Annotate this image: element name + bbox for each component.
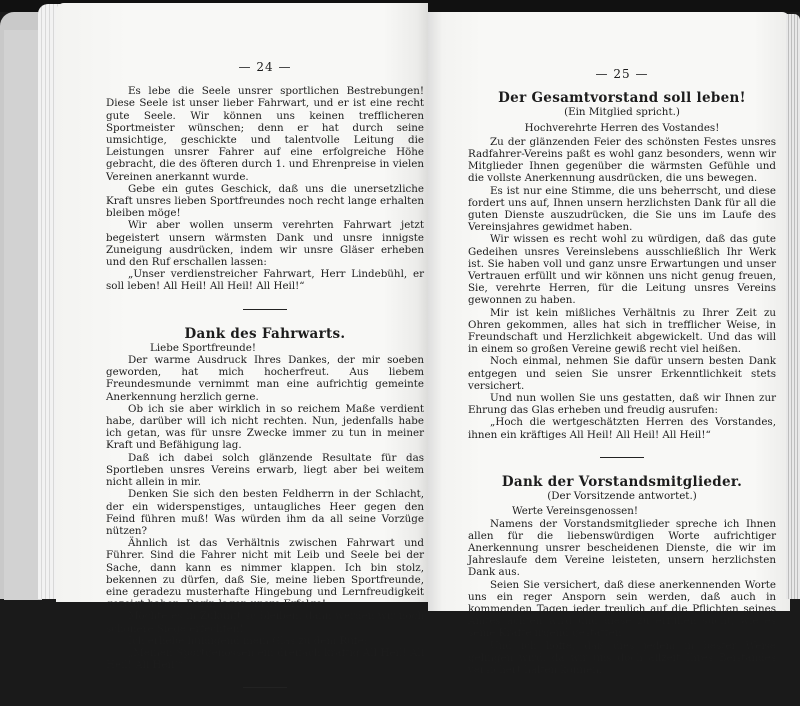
section-subtitle: (Der Vorsitzende antwortet.) [547,490,697,503]
paragraph: Namens der Vorstandsmitglieder spreche ich Ihnen allen für die liebenswürdigen Worte aufrichtiger Anerkennung unsrer bescheidenen Dienste, die wir im Jahreslaufe dem Vereine leisteten, unsern herzlichsten Dank aus. [468,517,776,579]
salutation: Liebe Sportfreunde! [150,341,257,354]
paragraph: Ob ich sie aber wirklich in so reichem Maße verdient habe, darüber will ich nicht rechten. Nun, jedenfalls habe ich getan, was für unsre Zwecke immer zu tun in meiner Kraft und Befähigung lag. [106,402,424,452]
paragraph: Ich erhebe huldigend mein Glas zu dem Rufe: [128,634,368,647]
toast-quote: „Hoch die wertgeschätzten Herren des Vorstandes, ihnen ein kräftiges All Heil! All Heil! All Heil!“ [468,416,776,441]
paragraph: Wir wissen es recht wohl zu würdigen, daß das gute Gedeihen unsres Vereinslebens ausschließlich Ihr Werk ist. Sie haben voll und ganz unsre Erwartungen und unser Vertrauen erfüllt und wir können uns nicht genug freuen, Sie, verehrte Herren, für die Leitung unsres Vereins gewonnen zu haben. [468,233,776,307]
page-number: — 24 — [238,60,292,74]
paragraph: Und ich hoffe, daß dies jedem in bester Weise gelingen wird, da wir uns doch allzeit Ihres Beistandes versichert halten können. [468,639,776,676]
section-divider [243,309,287,310]
section-divider [243,687,287,688]
section-title: Dank der Vorstandsmitglieder. [501,473,743,490]
paragraph: Der warme Ausdruck Ihres Dankes, der mir soeben geworden, hat mich hocherfreut. Aus liebem Freundesmunde vernimmt man eine aufrichtig gemeinte Anerkennung herzlich gerne. [106,354,424,403]
salutation: Werte Vereinsgenossen! [512,505,639,518]
paragraph: Noch einmal, nehmen Sie dafür unsern besten Dank entgegen und seien Sie unsrer Erkenntlichkeit stets versichert. [468,355,776,392]
section-divider [600,457,644,458]
paragraph: Zu der glänzenden Feier des schönsten Festes unsres Radfahrer-Vereins paßt es wohl ganz besonders, wenn wir Mitglieder Ihnen gegenüber die wärmsten Gefühle und die vollste Anerkennung ausdrücken, die uns bewegen. [468,135,776,185]
section-title: Dank des Fahrwarts. [184,325,346,342]
book-cover-inner [4,30,42,600]
paragraph: Denken Sie sich den besten Feldherrn in der Schlacht, der ein widerspenstiges, untaugliches Heer gegen den Feind führen muß! Was würden ihm da all seine Vorzüge nützen? [106,488,424,537]
right-page-content [468,68,776,676]
page-number: — 25 — [595,67,649,81]
paragraph: Wir aber wollen unserm verehrten Fahrwart jetzt begeistert unsern wärmsten Dank und unsre innigste Zuneigung ausdrücken, indem wir unsre Gläser erheben und den Ruf erschallen lassen: [106,219,424,269]
left-page-content [106,61,424,706]
left-page [56,3,428,672]
paragraph: Möchte es in Zukunft so bleiben, dann werden wir noch schönere Siege erfechten! [106,610,424,635]
paragraph: Es lebe die Seele unsrer sportlichen Bestrebungen! Diese Seele ist unser lieber Fahrwart, und er ist eine recht gute Seele. Wir können uns keinen trefflicheren Sportmeister wünschen; denn er hat durch seine umsichtige, geschickte und talentvolle Leitung die Leistungen unsrer Fahrer auf eine erfolgreiche Höhe gebracht, die des öfteren durch 1. und Ehrenpreise in vielen Vereinen anerkannt wurde. [106,85,424,183]
section-title: Der Gesamtvorstand soll leben! [498,90,746,107]
paragraph: Gebe ein gutes Geschick, daß uns die unersetzliche Kraft unsres lieben Sportfreundes noch recht lange erhalten bleiben möge! [106,182,424,220]
toast-quote: „Meinen Sportgenossen ein dreifach kräftig All Heil! All Heil! All Heil!“ [106,646,424,672]
paragraph: Ähnlich ist das Verhältnis zwischen Fahrwart und Führer. Sind die Fahrer nicht mit Leib und Seele bei der Sache, dann kann es nimmer klappen. Ich bin stolz, bekennen zu dürfen, daß Sie, meine lieben Sportfreunde, eine geradezu musterhafte Hingebung und Lernfreudigkeit gezeigt haben. Darin lagen unsre Erfolge! [106,537,424,611]
page-stack-edges-right [786,14,800,599]
toast-quote: „Unser verdienstreicher Fahrwart, Herr Lindebühl, er soll leben! All Heil! All Heil! All Heil!“ [106,268,424,293]
paragraph: Seien Sie versichert, daß diese anerkennenden Worte uns ein reger Ansporn sein werden, daß auch in kommenden Tagen jeder treulich auf die Pflichten seines Amtes achten wird und diese zu erfüllen sucht, wie es seine Kräfte irgend gestatten. [468,578,776,640]
section-subtitle: (Ein Mitglied spricht.) [564,106,680,119]
salutation: Hochverehrte Herren des Vostandes! [524,121,720,134]
right-page [428,12,790,676]
paragraph: Mir ist kein mißliches Verhältnis zu Ihrer Zeit zu Ohren gekommen, alles hat sich in trefflicher Weise, in Freundschaft und Herzlichkeit abgewickelt. Und das will in einem so großen Vereine gewiß recht viel heißen. [468,306,776,356]
paragraph: Daß ich dabei solch glänzende Resultate für das Sportleben unsres Vereins erwarb, liegt aber bei weitem nicht allein in mir. [106,451,424,489]
paragraph: Es ist nur eine Stimme, die uns beherrscht, und diese fordert uns auf, Ihnen unsern herzlichsten Dank für all die guten Dienste auszudrücken, die Sie uns im Laufe des Vereinsjahres gewidmet haben. [468,184,776,234]
paragraph: Und nun wollen Sie uns gestatten, daß wir Ihnen zur Ehrung das Glas erheben und freudig ausrufen: [468,392,776,417]
